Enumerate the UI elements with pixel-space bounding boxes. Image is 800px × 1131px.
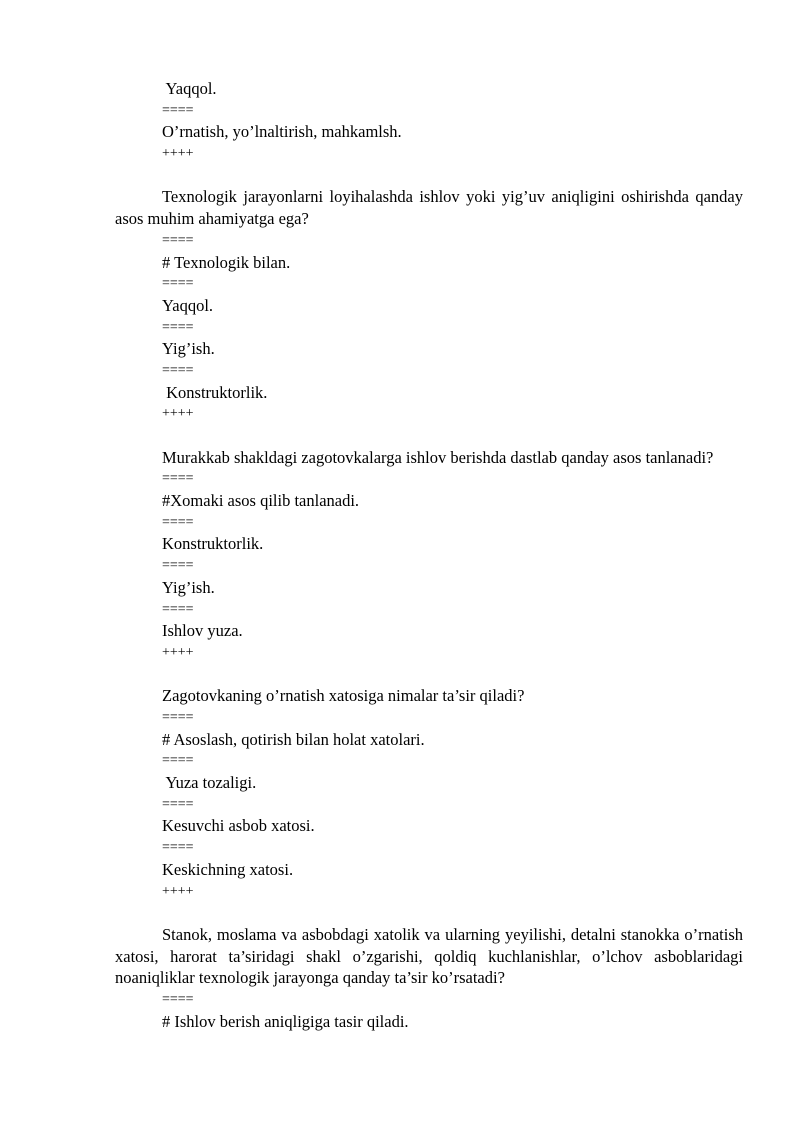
answer-option: Kesuvchi asbob xatosi.	[162, 816, 315, 836]
answer-option: Yuza tozaligi.	[162, 773, 257, 793]
option-separator: ====	[162, 840, 194, 856]
question-end-marker: ++++	[162, 146, 194, 162]
answer-option: Ishlov yuza.	[162, 621, 243, 641]
option-separator: ====	[162, 276, 194, 292]
blank-line	[115, 425, 743, 447]
answer-option: Yig’ish.	[162, 339, 215, 359]
document-content	[115, 78, 743, 1032]
question-text: Stanok, moslama va asbobdagi xatolik va ularning yeyilishi, detalni stanokka o’rnatish xatosi, harorat ta’siridagi shakl o’zgarishi, qoldiq kuchlanishlar, o’lchov asboblaridagi noaniqliklar texnologik jarayonga qanday ta’sir ko’rsatadi?	[115, 924, 743, 988]
option-separator: ====	[162, 558, 194, 574]
correct-answer-option: # Ishlov berish aniqligiga tasir qiladi.	[162, 1011, 409, 1031]
option-separator: ====	[162, 319, 194, 335]
correct-answer-option: # Texnologik bilan.	[162, 252, 291, 272]
question-end-marker: ++++	[162, 644, 194, 660]
answer-option: Konstruktorlik.	[162, 382, 268, 402]
option-separator: ====	[162, 232, 194, 248]
blank-line	[115, 902, 743, 924]
question-end-marker: ++++	[162, 883, 194, 899]
correct-answer-option: # Asoslash, qotirish bilan holat xatolari.	[162, 729, 425, 749]
option-separator: ====	[162, 991, 194, 1007]
option-separator: ====	[162, 471, 194, 487]
option-separator: ====	[162, 796, 194, 812]
option-separator: ====	[162, 601, 194, 617]
question-text: Murakkab shakldagi zagotovkalarga ishlov berishda dastlab qanday asos tanlanadi?	[162, 447, 714, 467]
blank-line	[115, 165, 743, 187]
answer-option: Yaqqol.	[162, 79, 217, 98]
answer-option: Konstruktorlik.	[162, 534, 264, 554]
blank-line	[115, 664, 743, 686]
question-text: Zagotovkaning o’rnatish xatosiga nimalar ta’sir qiladi?	[162, 686, 525, 706]
question-end-marker: ++++	[162, 406, 194, 422]
answer-option: Keskichning xatosi.	[162, 859, 294, 879]
question-text: Texnologik jarayonlarni loyihalashda ishlov yoki yig’uv aniqligini oshirishda qanday asos muhim ahamiyatga ega?	[115, 187, 743, 229]
answer-option: O’rnatish, yo’lnaltirish, mahkamlsh.	[162, 122, 402, 142]
option-separator: ====	[162, 514, 194, 530]
option-separator: ====	[162, 362, 194, 378]
answer-option: Yig’ish.	[162, 577, 215, 597]
option-separator: ====	[162, 753, 194, 769]
answer-option: Yaqqol.	[162, 295, 214, 315]
option-separator: ====	[162, 102, 194, 118]
correct-answer-option: #Xomaki asos qilib tanlanadi.	[162, 491, 360, 511]
option-separator: ====	[162, 710, 194, 725]
